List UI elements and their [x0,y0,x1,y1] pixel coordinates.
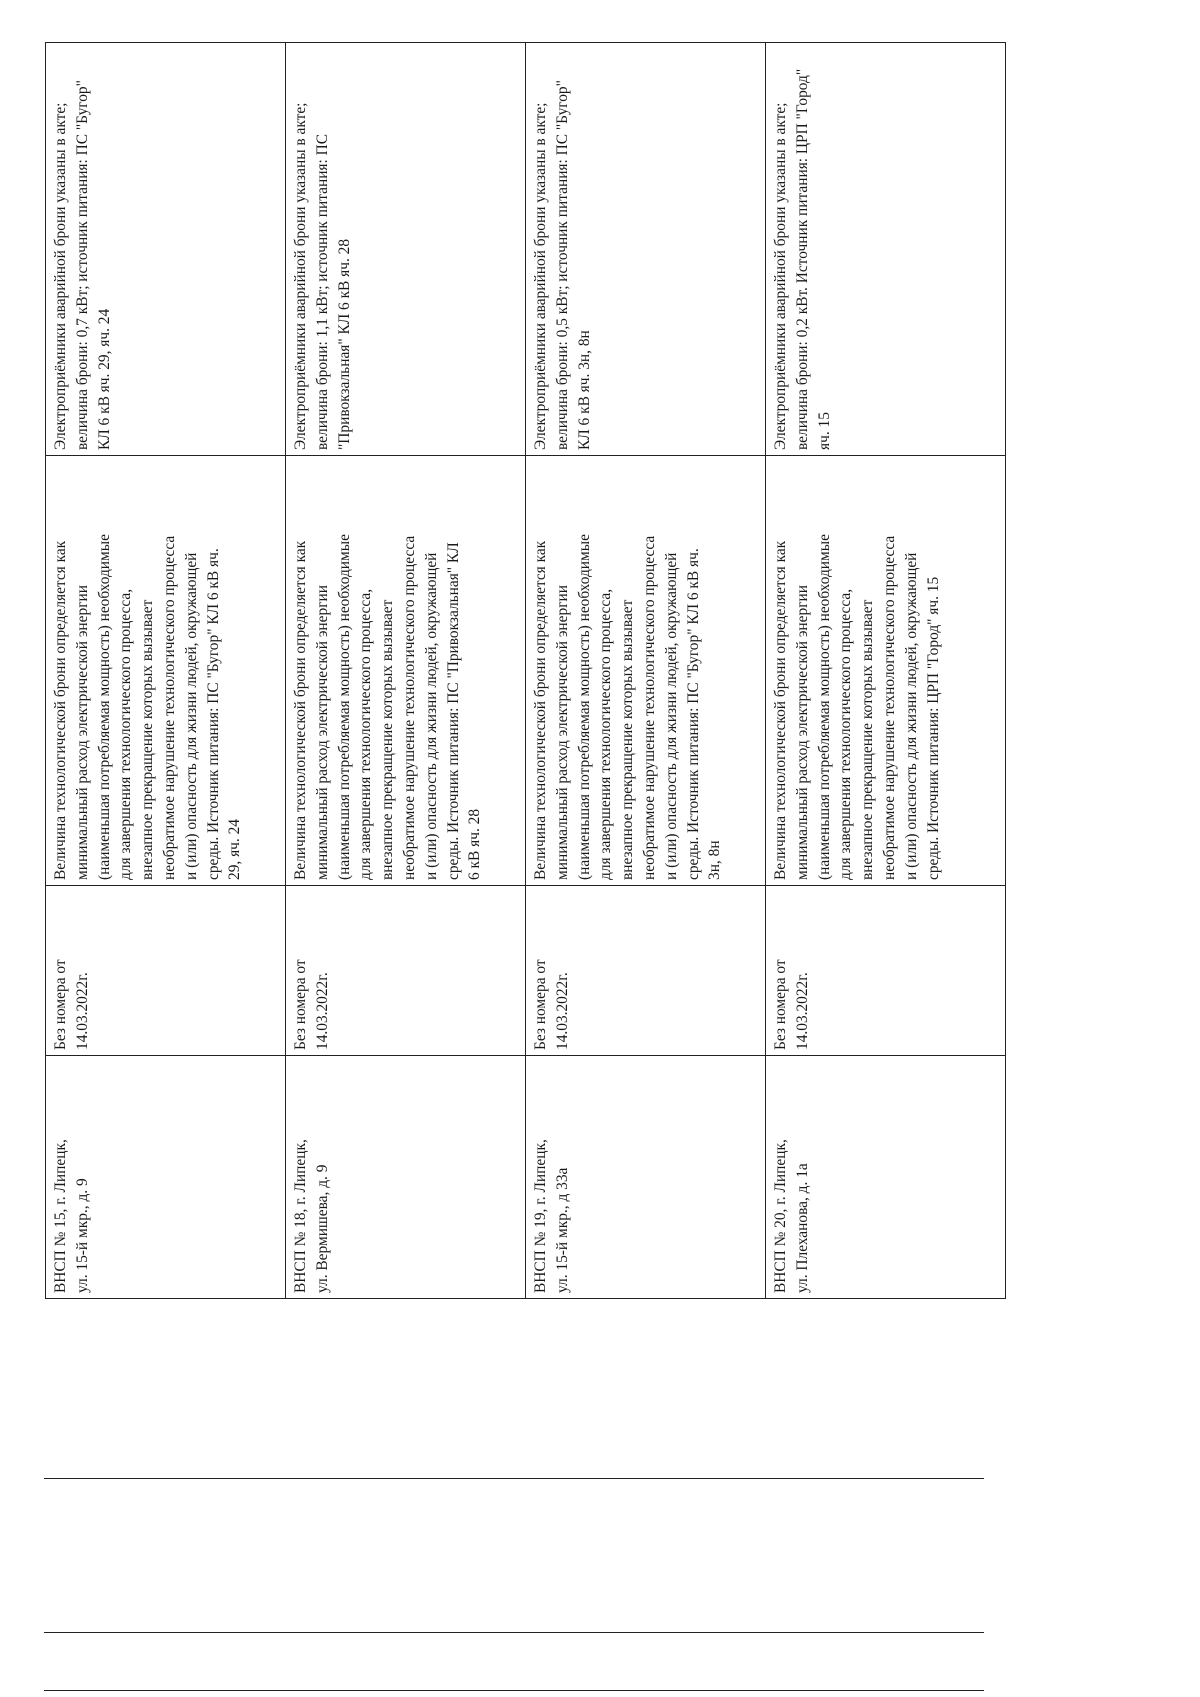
cell-line: Величина технологической брони определяется как [772,540,789,880]
emergency-reserve-cell [46,43,286,456]
cell-line: среды. Источник питания: ПС "Бугор" КЛ 6 кВ яч. [204,548,222,880]
cell-line: Без номера от [532,959,549,1050]
cell-line: необратимое нарушение технологического процесса [880,535,898,880]
table-row [286,43,526,1299]
object-cell [46,1056,286,1299]
cell-line: для завершения технологического процесса, [837,588,855,880]
cell-line: и (или) опасность для жизни людей, окружающей [662,552,680,880]
cell-line: КЛ 6 кВ яч. 29, яч. 24 [95,308,113,450]
table-row [526,43,766,1299]
reserve-table [45,42,1006,1299]
cell-line: 14.03.2022г. [553,972,571,1050]
cell-line: необратимое нарушение технологического процесса [640,535,658,880]
cell-line: величина брони: 0,5 кВт; источник питания: ПС "Бугор" [553,80,571,450]
cell-line: внезапное прекращение которых вызывает [619,599,637,880]
cell-line: ул. Вермишева, д. 9 [313,1164,331,1293]
cell-line: (наименьшая потребляемая мощность) необходимые [95,534,113,880]
cell-line: 14.03.2022г. [313,972,331,1050]
emergency-reserve-cell [286,43,526,456]
rule-line-2 [44,1632,984,1633]
table-row [766,43,1006,1299]
cell-line: 14.03.2022г. [793,972,811,1050]
act-cell [526,886,766,1056]
rule-line-3 [44,1690,984,1691]
cell-line: ул. 15-й мкр., д 33а [553,1167,571,1293]
cell-line: КЛ 6 кВ яч. 3н, 8н [575,330,593,450]
cell-line: Электроприёмники аварийной брони указаны в акте; [292,102,309,450]
cell-line: и (или) опасность для жизни людей, окружающей [902,552,920,880]
cell-line: Электроприёмники аварийной брони указаны в акте; [772,102,789,450]
cell-line: ул. 15-й мкр., д. 9 [73,1178,91,1293]
cell-line: среды. Источник питания: ПС "Привокзальная" КЛ [444,542,462,880]
act-cell [46,886,286,1056]
cell-line: внезапное прекращение которых вызывает [859,599,877,880]
tech-reserve-cell [46,456,286,886]
cell-line: ул. Плеханова, д. 1а [793,1163,811,1293]
cell-line: необратимое нарушение технологического процесса [160,535,178,880]
act-cell [766,886,1006,1056]
cell-line: и (или) опасность для жизни людей, окружающей [422,552,440,880]
table-row [46,43,286,1299]
cell-line: минимальный расход электрической энергии [313,585,331,880]
cell-line: для завершения технологического процесса, [117,588,135,880]
cell-line: Без номера от [772,959,789,1050]
cell-line: необратимое нарушение технологического процесса [400,535,418,880]
cell-line: (наименьшая потребляемая мощность) необходимые [575,534,593,880]
cell-line: 29, яч. 24 [226,819,244,880]
cell-line: внезапное прекращение которых вызывает [379,599,397,880]
cell-line: и (или) опасность для жизни людей, окружающей [182,552,200,880]
rule-line-1 [44,1478,984,1479]
cell-line: Без номера от [52,959,69,1050]
object-cell [286,1056,526,1299]
cell-line: яч. 15 [815,412,833,450]
cell-line: величина брони: 0,2 кВт. Источник питания: ЦРП "Город" [793,68,811,450]
cell-line: 14.03.2022г. [73,972,91,1050]
cell-line: среды. Источник питания: ЦРП "Город" яч. 15 [924,576,942,880]
object-cell [526,1056,766,1299]
cell-line: Величина технологической брони определяется как [532,540,549,880]
act-cell [286,886,526,1056]
cell-line: Электроприёмники аварийной брони указаны в акте; [52,102,69,450]
cell-line: минимальный расход электрической энергии [553,585,571,880]
cell-line: минимальный расход электрической энергии [73,585,91,880]
cell-line: величина брони: 1,1 кВт; источник питания: ПС [313,133,331,450]
cell-line: ВНСП № 19, г. Липецк, [532,1139,549,1293]
cell-line: среды. Источник питания: ПС "Бугор" КЛ 6 кВ яч. [684,548,702,880]
cell-line: для завершения технологического процесса, [357,588,375,880]
cell-line: Без номера от [292,959,309,1050]
cell-line: "Привокзальная" КЛ 6 кВ яч. 28 [335,238,353,450]
cell-line: величина брони: 0,7 кВт; источник питания: ПС "Бугор" [73,80,91,450]
cell-line: Величина технологической брони определяется как [292,540,309,880]
cell-line: (наименьшая потребляемая мощность) необходимые [815,534,833,880]
tech-reserve-cell [766,456,1006,886]
cell-line: минимальный расход электрической энергии [793,585,811,880]
cell-line: ВНСП № 18, г. Липецк, [292,1139,309,1293]
cell-line: Электроприёмники аварийной брони указаны в акте; [532,102,549,450]
cell-line: внезапное прекращение которых вызывает [139,599,157,880]
cell-line: Величина технологической брони определяется как [52,540,69,880]
tech-reserve-cell [286,456,526,886]
cell-line: (наименьшая потребляемая мощность) необходимые [335,534,353,880]
cell-line: ВНСП № 20, г. Липецк, [772,1139,789,1293]
cell-line: для завершения технологического процесса, [597,588,615,880]
tech-reserve-cell [526,456,766,886]
cell-line: ВНСП № 15, г. Липецк, [52,1139,69,1293]
emergency-reserve-cell [766,43,1006,456]
cell-line: 6 кВ яч. 28 [466,808,484,880]
cell-line: 3н, 8н [706,840,724,880]
emergency-reserve-cell [526,43,766,456]
object-cell [766,1056,1006,1299]
